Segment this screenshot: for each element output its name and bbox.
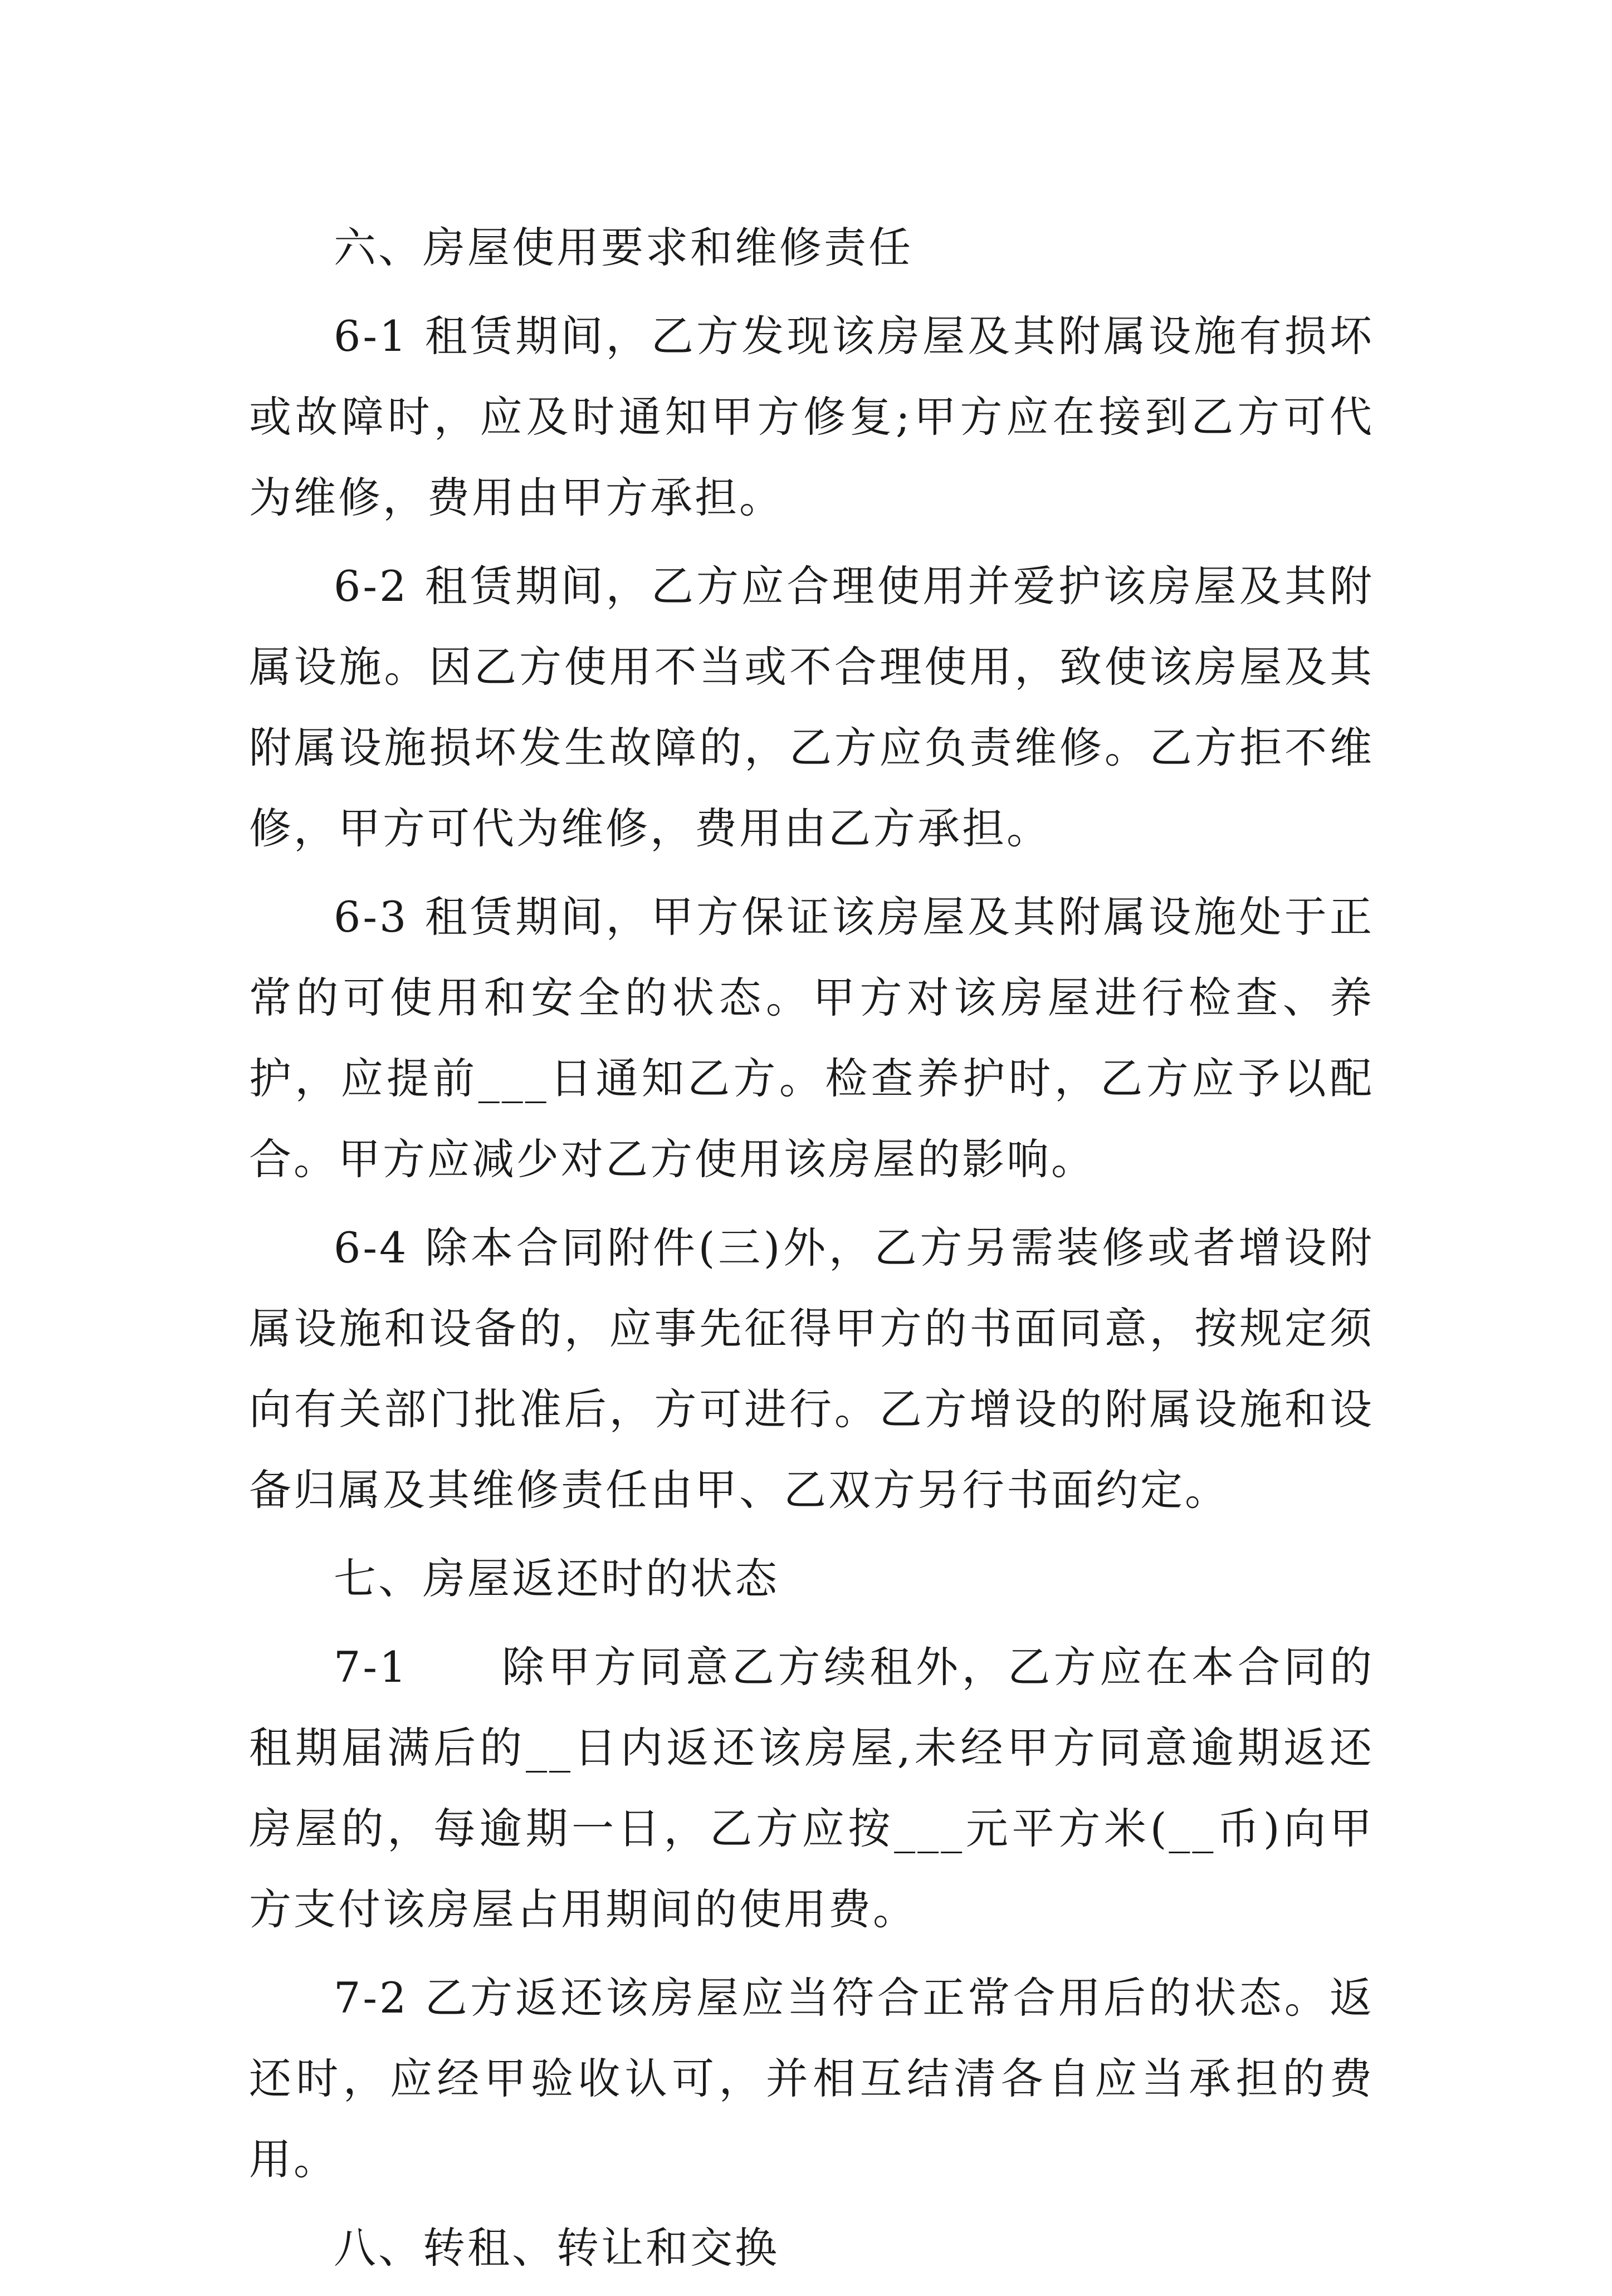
clause-7-2: 7-2 乙方返还该房屋应当符合正常合用后的状态。返还时，应经甲验收认可，并相互结清各自应当承担的费用。 (249, 1973, 1374, 2184)
clause-6-2: 6-2 租赁期间，乙方应合理使用并爱护该房屋及其附属设施。因乙方使用不当或不合理使用，致使该房屋及其附属设施损坏发生故障的，乙方应负责维修。乙方拒不维修，甲方可代为维修，费用由乙方承担。 (249, 561, 1374, 853)
clause-6-1: 6-1 租赁期间，乙方发现该房屋及其附属设施有损坏或故障时，应及时通知甲方修复;甲方应在接到乙方可代为维修，费用由甲方承担。 (249, 311, 1374, 522)
clause-7-1: 7-1 除甲方同意乙方续租外，乙方应在本合同的租期届满后的__日内返还该房屋,未经甲方同意逾期返还房屋的，每逾期一日，乙方应按___元平方米(__币)向甲方支付该房屋占用期间的使用费。 (249, 1642, 1374, 1934)
clause-6-4: 6-4 除本合同附件(三)外，乙方另需装修或者增设附属设施和设备的，应事先征得甲方的书面同意，按规定须向有关部门批准后，方可进行。乙方增设的附属设施和设备归属及其维修责任由甲、乙双方另行书面约定。 (249, 1223, 1374, 1515)
section-heading-8: 八、转租、转让和交换 (334, 2223, 779, 2273)
section-heading-6: 六、房屋使用要求和维修责任 (334, 223, 913, 272)
clause-6-3: 6-3 租赁期间，甲方保证该房屋及其附属设施处于正常的可使用和安全的状态。甲方对该房屋进行检查、养护，应提前___日通知乙方。检查养护时，乙方应予以配合。甲方应减少对乙方使用该房屋的影响。 (249, 892, 1374, 1184)
document-body (249, 207, 1374, 2296)
section-heading-7: 七、房屋返还时的状态 (334, 1554, 779, 1603)
